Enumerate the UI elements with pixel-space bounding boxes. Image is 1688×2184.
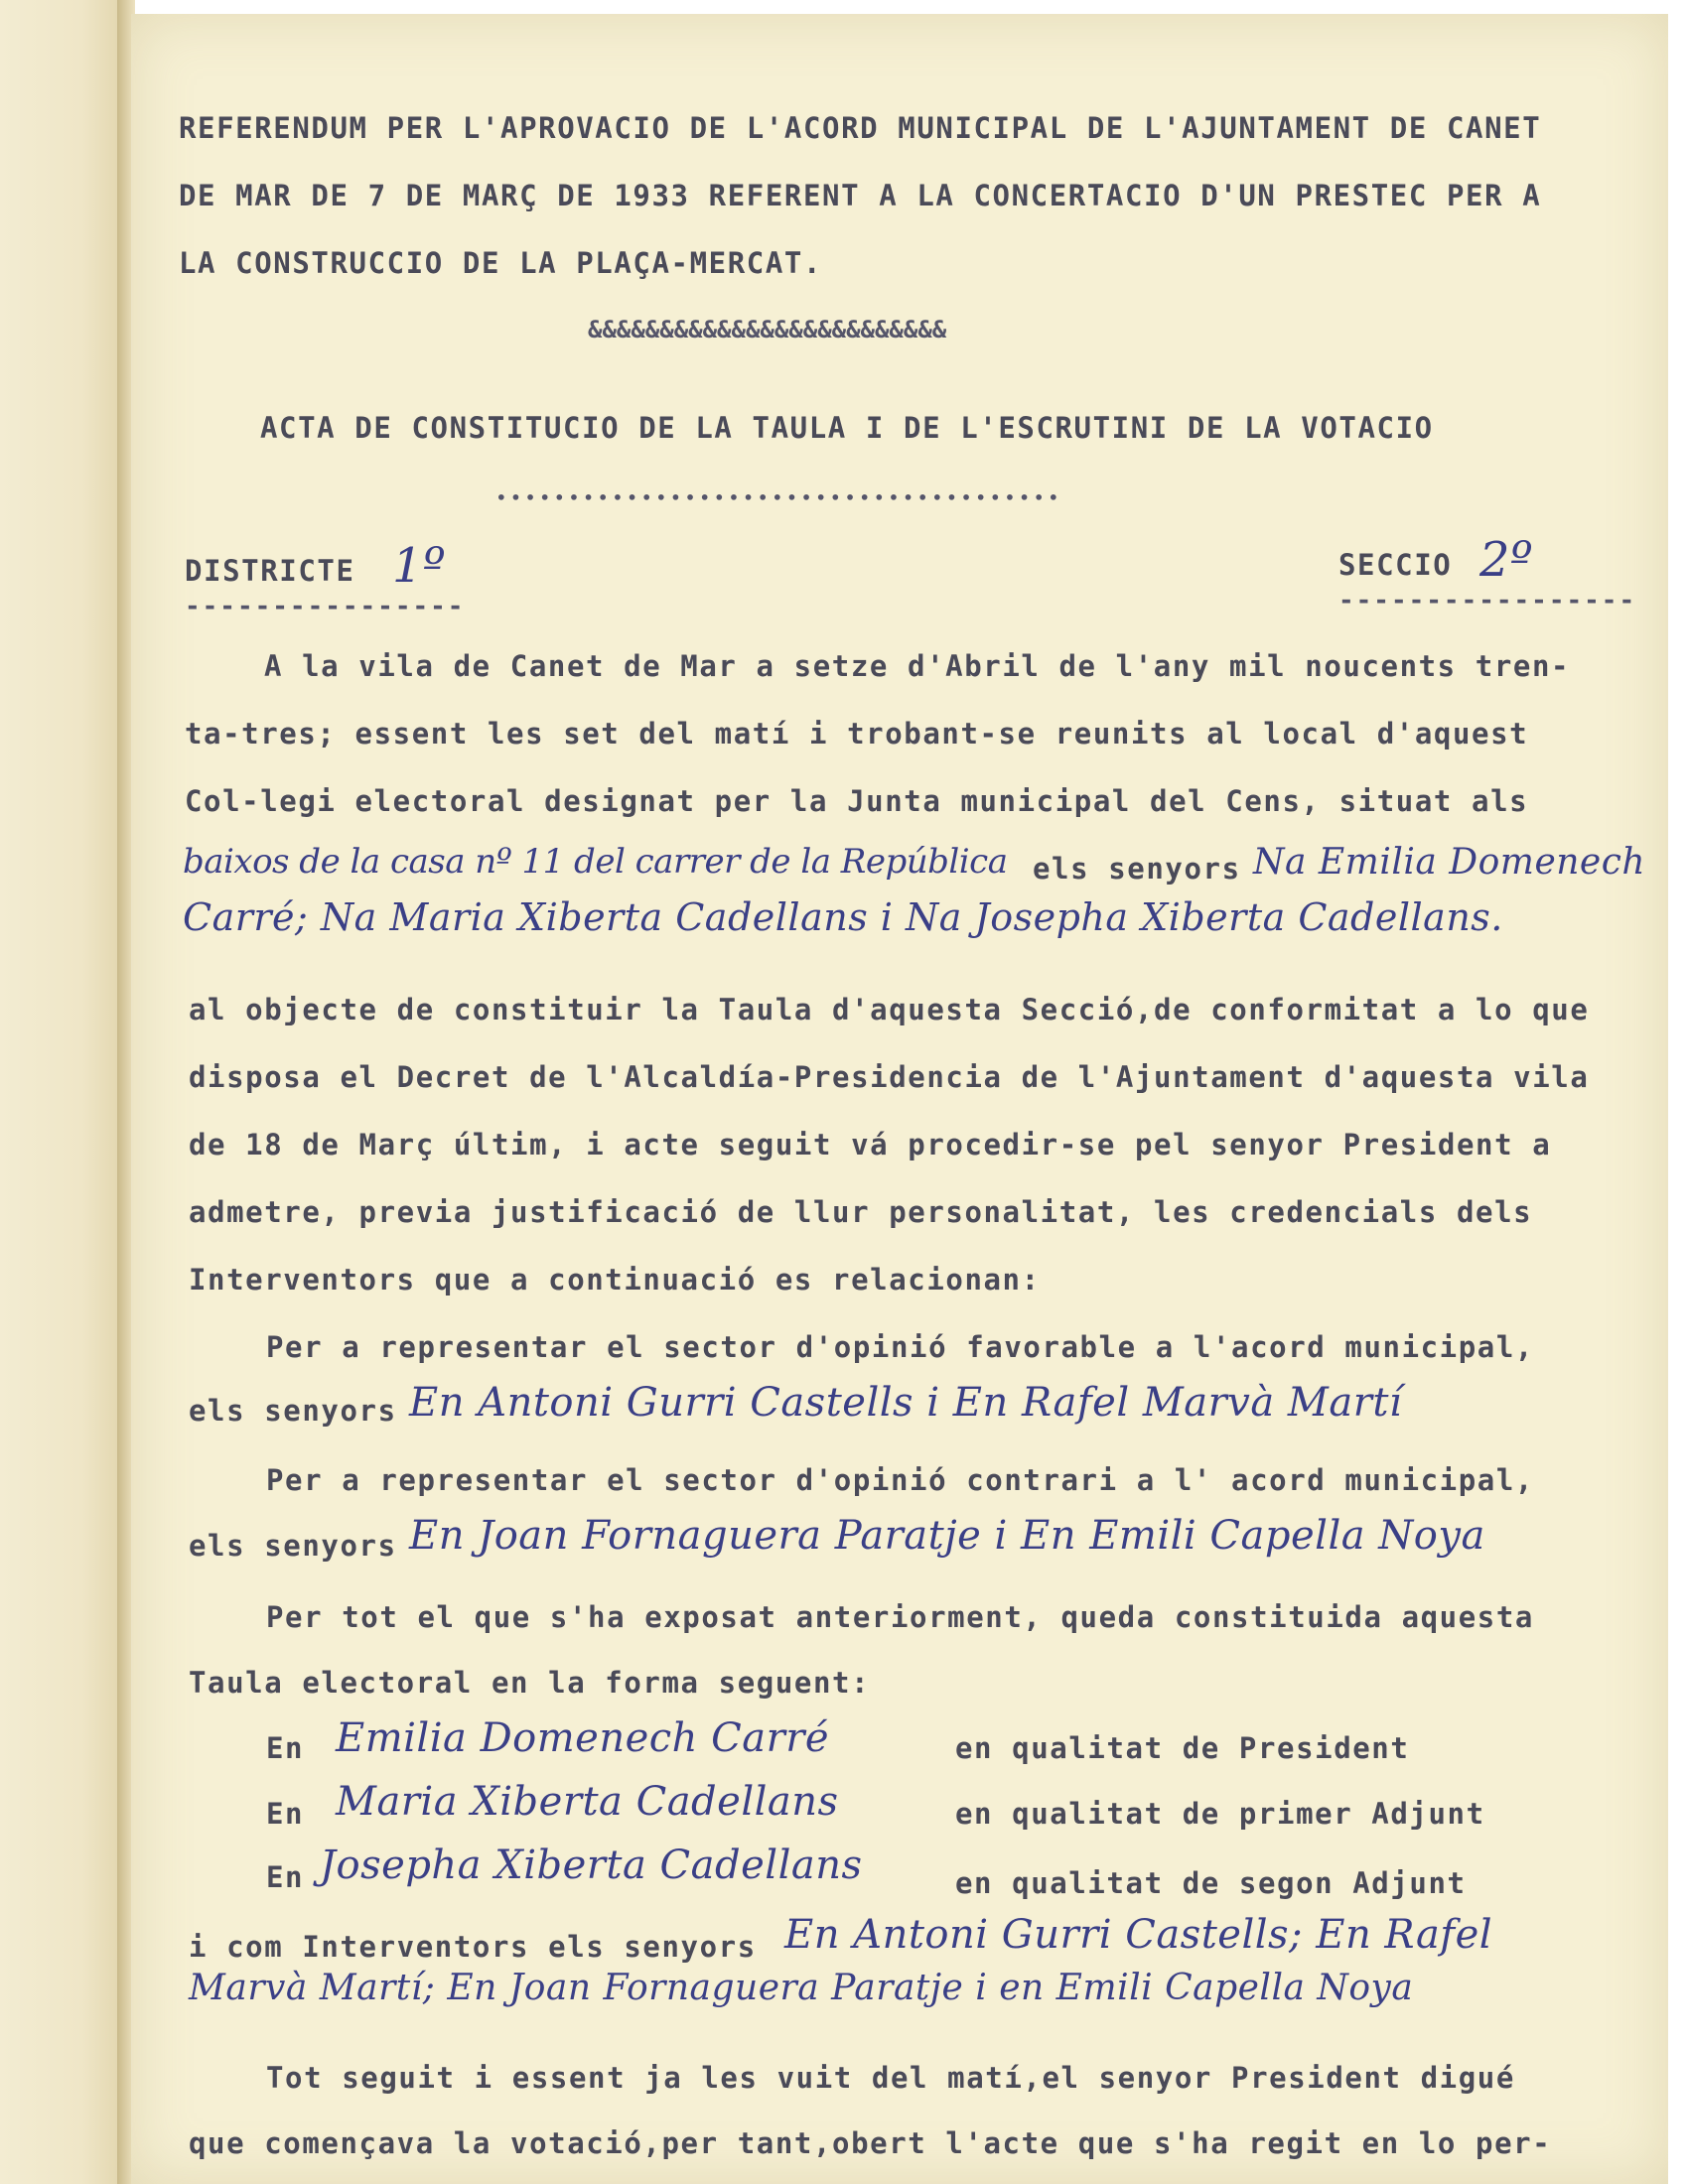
member-2-role: en qualitat de primer Adjunt <box>955 1797 1485 1831</box>
section-value: 2º <box>1479 532 1534 588</box>
member-3-role: en qualitat de segon Adjunt <box>955 1866 1467 1900</box>
district-underline: ---------------- <box>185 592 466 621</box>
p4-line-2-handwritten: En Joan Fornaguera Paratje i En Emili Capella Noya <box>409 1513 1485 1559</box>
header-line-3: LA CONSTRUCCIO DE LA PLAÇA-MERCAT. <box>179 246 823 280</box>
member-1-role: en qualitat de President <box>955 1731 1410 1765</box>
p1-line-3: Col-legi electoral designat per la Junta municipal del Cens, situat als <box>185 784 1529 818</box>
p5-line-1: Per tot el que s'ha exposat anteriorment, queda constituida aquesta <box>266 1600 1534 1634</box>
p1-line-4-typed: els senyors <box>1033 852 1241 886</box>
member-3-name: Josepha Xiberta Cadellans <box>320 1843 863 1888</box>
section-underline: ----------------- <box>1338 586 1637 615</box>
p3-line-2-typed: els senyors <box>189 1394 397 1428</box>
p5-line-2: Taula electoral en la forma seguent: <box>189 1666 871 1700</box>
p1-line-1: A la vila de Canet de Mar a setze d'Abril de l'any mil noucents tren- <box>264 649 1571 683</box>
member-1-prefix: En <box>266 1731 305 1765</box>
header-line-1: REFERENDUM PER L'APROVACIO DE L'ACORD MUNICIPAL DE L'AJUNTAMENT DE CANET <box>179 111 1542 145</box>
p7-line-1: Tot seguit i essent ja les vuit del matí,el senyor President digué <box>266 2061 1515 2095</box>
p1-line-4-handwritten-2: Na Emilia Domenech <box>1253 842 1646 883</box>
p2-line-5: Interventors que a continuació es relacionan: <box>189 1263 1041 1297</box>
member-2-prefix: En <box>266 1797 305 1831</box>
p2-line-1: al objecte de constituir la Taula d'aquesta Secció,de conformitat a lo que <box>189 993 1590 1026</box>
section-label: SECCIO <box>1338 548 1453 582</box>
p3-line-2-handwritten: En Antoni Gurri Castells i En Rafel Marvà Martí <box>409 1380 1403 1426</box>
p6-line-2-handwritten: Marvà Martí; En Joan Fornaguera Paratje i en Emili Capella Noya <box>189 1968 1414 2008</box>
district-value: 1º <box>392 538 447 594</box>
p6-line-1-typed: i com Interventors els senyors <box>189 1930 757 1964</box>
p1-line-5-handwritten: Carré; Na Maria Xiberta Cadellans i Na Josepha Xiberta Cadellans. <box>183 895 1503 939</box>
act-title: ACTA DE CONSTITUCIO DE LA TAULA I DE L'ESCRUTINI DE LA VOTACIO <box>260 411 1434 445</box>
p6-line-1-handwritten: En Antoni Gurri Castells; En Rafel <box>784 1912 1493 1958</box>
p2-line-3: de 18 de Març últim, i acte seguit vá procedir-se pel senyor President a <box>189 1128 1552 1161</box>
header-ornament: &&&&&&&&&&&&&&&&&&&&&&&&& <box>588 316 947 343</box>
p7-line-2: que començava la votació,per tant,obert l'acte que s'ha regit en lo per- <box>189 2126 1552 2160</box>
p1-line-4-handwritten: baixos de la casa nº 11 del carrer de la República <box>183 842 1008 882</box>
member-3-prefix: En <box>266 1860 305 1894</box>
p2-line-4: admetre, previa justificació de llur personalitat, les credencials dels <box>189 1195 1533 1229</box>
p1-line-2: ta-tres; essent les set del matí i trobant-se reunits al local d'aquest <box>185 717 1529 751</box>
district-label: DISTRICTE <box>185 554 355 588</box>
p3-line-1: Per a representar el sector d'opinió favorable a l'acord municipal, <box>266 1330 1534 1364</box>
header-line-2: DE MAR DE 7 DE MARÇ DE 1933 REFERENT A LA CONCERTACIO D'UN PRESTEC PER A <box>179 179 1542 212</box>
p2-line-2: disposa el Decret de l'Alcaldía-Presidencia de l'Ajuntament d'aquesta vila <box>189 1060 1590 1094</box>
act-title-dots: ••••••••••••••••••••••••••••••••••••••• <box>496 488 1063 507</box>
member-1-name: Emilia Domenech Carré <box>336 1715 830 1761</box>
folded-page-edge <box>0 0 117 2184</box>
p4-line-1: Per a representar el sector d'opinió contrari a l' acord municipal, <box>266 1463 1534 1497</box>
member-2-name: Maria Xiberta Cadellans <box>336 1779 839 1825</box>
p4-line-2-typed: els senyors <box>189 1529 397 1563</box>
